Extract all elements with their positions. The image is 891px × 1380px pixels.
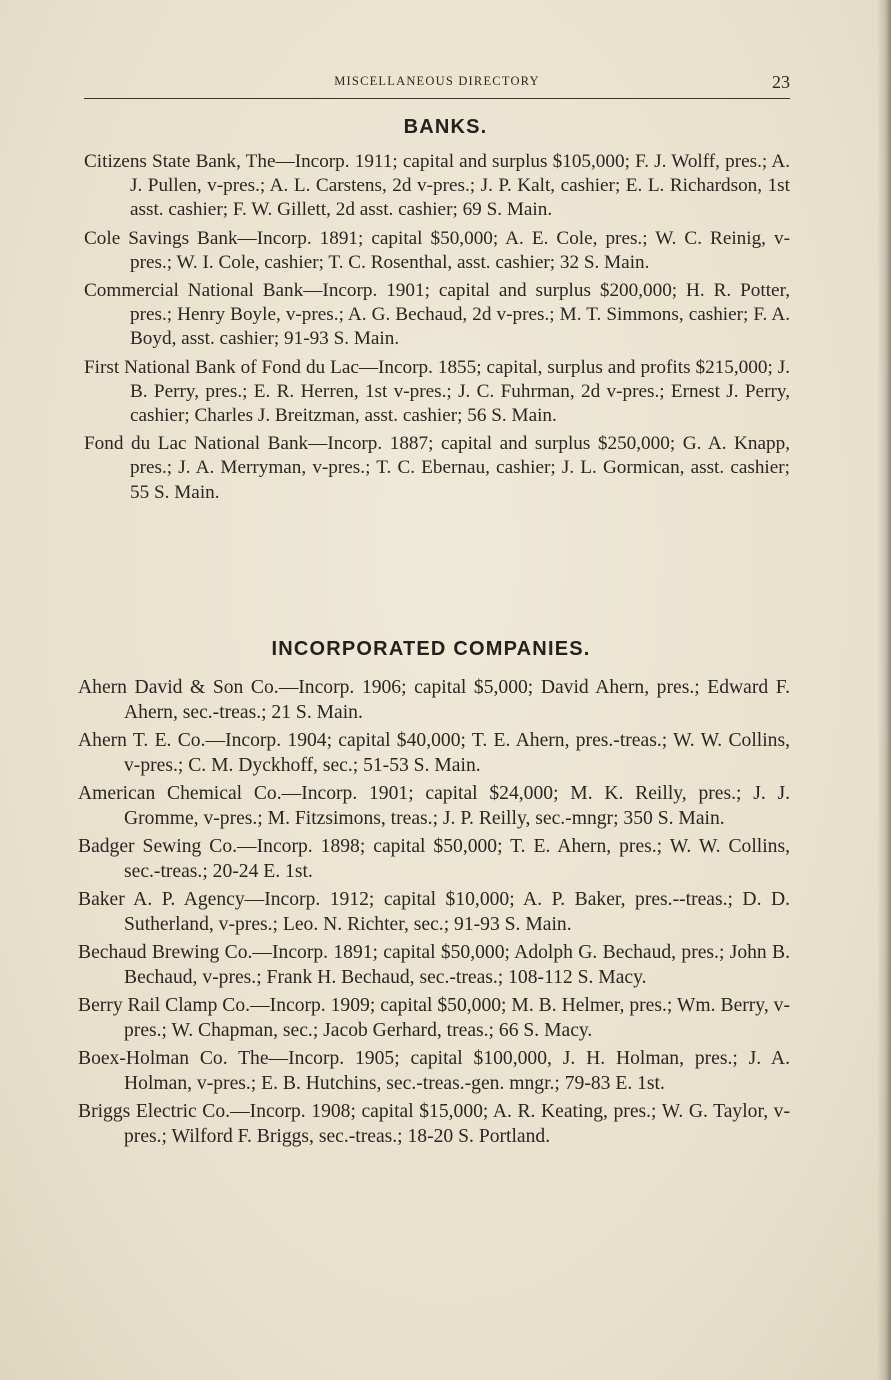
- page-header: [84, 74, 790, 96]
- company-entry: Baker A. P. Agency—Incorp. 1912; capital $10,000; A. P. Baker, pres.--treas.; D. D. Sutherland, v-pres.; Leo. N. Richter, sec.; 91-93 S. Main.: [78, 889, 790, 935]
- company-entry: Berry Rail Clamp Co.—Incorp. 1909; capital $50,000; M. B. Helmer, pres.; Wm. Berry, v-pres.; W. Chapman, sec.; Jacob Gerhard, treas.; 66 S. Macy.: [78, 995, 790, 1041]
- page-number: 23: [772, 72, 790, 92]
- header-rule: [84, 98, 790, 99]
- bank-entry: First National Bank of Fond du Lac—Incorp. 1855; capital, surplus and profits $215,000; J. B. Perry, pres.; E. R. Herren, 1st v-pres.; J. C. Fuhrman, 2d v-pres.; Ernest J. Perry, cashier; Charles J. Breitzman, asst. cashier; 56 S. Main.: [84, 356, 790, 427]
- company-entry: Badger Sewing Co.—Incorp. 1898; capital $50,000; T. E. Ahern, pres.; W. W. Collins, sec.-treas.; 20-24 E. 1st.: [78, 836, 790, 882]
- company-entry: American Chemical Co.—Incorp. 1901; capital $24,000; M. K. Reilly, pres.; J. J. Gromme, v-pres.; M. Fitzsimons, treas.; J. P. Reilly, sec.-mngr; 350 S. Main.: [78, 783, 790, 829]
- bank-entry: Cole Savings Bank—Incorp. 1891; capital $50,000; A. E. Cole, pres.; W. C. Reinig, v-pres.; W. I. Cole, cashier; T. C. Rosenthal, asst. cashier; 32 S. Main.: [84, 227, 790, 273]
- company-entry: Briggs Electric Co.—Incorp. 1908; capital $15,000; A. R. Keating, pres.; W. G. Taylor, v-pres.; Wilford F. Briggs, sec.-treas.; 18-20 S. Portland.: [78, 1101, 790, 1147]
- company-entry: Ahern David & Son Co.—Incorp. 1906; capital $5,000; David Ahern, pres.; Edward F. Ahern, sec.-treas.; 21 S. Main.: [78, 677, 790, 723]
- page-edge-shadow: [877, 0, 891, 1380]
- bank-entry: Commercial National Bank—Incorp. 1901; capital and surplus $200,000; H. R. Potter, pres.; Henry Boyle, v-pres.; A. G. Bechaud, 2d v-pres.; M. T. Simmons, cashier; F. A. Boyd, asst. cashier; 91-93 S. Main.: [84, 280, 790, 350]
- company-entry: Bechaud Brewing Co.—Incorp. 1891; capital $50,000; Adolph G. Bechaud, pres.; John B. Bechaud, v-pres.; Frank H. Bechaud, sec.-treas.; 108-112 S. Macy.: [78, 942, 790, 988]
- banks-list: [84, 150, 790, 509]
- bank-entry: Fond du Lac National Bank—Incorp. 1887; capital and surplus $250,000; G. A. Knapp, pres.; J. A. Merryman, v-pres.; T. C. Ebernau, cashier; J. L. Gormican, asst. cashier; 55 S. Main.: [84, 433, 790, 503]
- section-title-banks: BANKS.: [403, 116, 488, 138]
- company-entry: Boex-Holman Co. The—Incorp. 1905; capital $100,000, J. H. Holman, pres.; J. A. Holman, v-pres.; E. B. Hutchins, sec.-treas.-gen. mngr.; 79-83 E. 1st.: [78, 1048, 790, 1094]
- bank-entry: Citizens State Bank, The—Incorp. 1911; capital and surplus $105,000; F. J. Wolff, pres.; A. J. Pullen, v-pres.; A. L. Carstens, 2d v-pres.; J. P. Kalt, cashier; E. L. Richardson, 1st asst. cashier; F. W. Gillett, 2d asst. cashier; 69 S. Main.: [84, 151, 790, 221]
- running-head: MISCELLANEOUS DIRECTORY: [334, 74, 540, 88]
- company-entry: Ahern T. E. Co.—Incorp. 1904; capital $40,000; T. E. Ahern, pres.-treas.; W. W. Collins, v-pres.; C. M. Dyckhoff, sec.; 51-53 S. Main.: [78, 730, 790, 776]
- companies-list: [78, 675, 790, 1152]
- section-title-companies: INCORPORATED COMPANIES.: [271, 638, 591, 660]
